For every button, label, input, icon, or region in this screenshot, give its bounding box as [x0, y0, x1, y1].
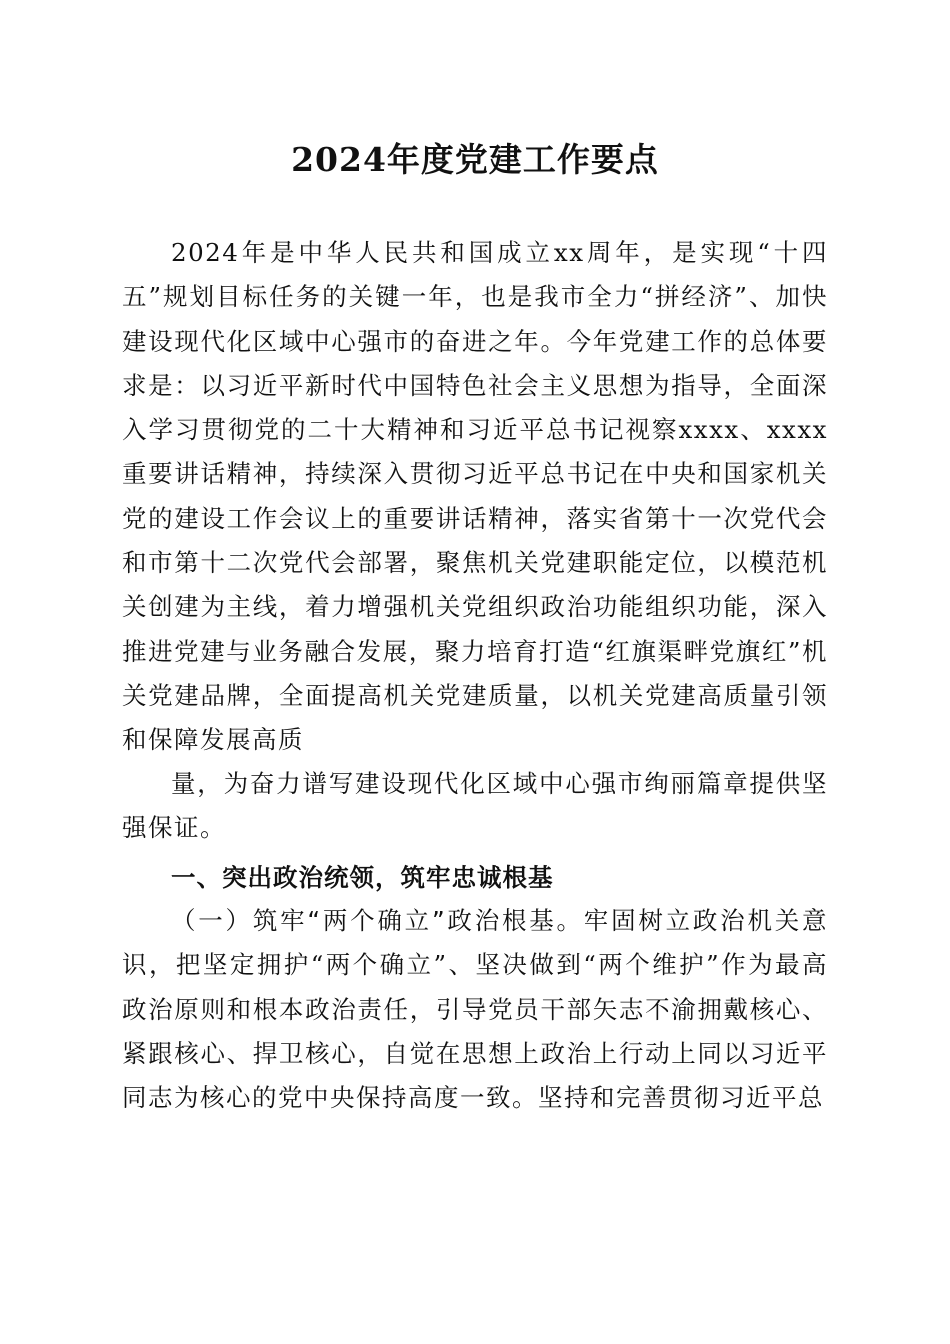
section-heading: 一、突出政治统领，筑牢忠诚根基	[171, 863, 554, 892]
intro-paragraph-continued: 量，为奋力谱写建设现代化区域中心强市绚丽篇章提供坚强保证。	[122, 769, 828, 843]
section-item-paragraph	[122, 899, 828, 1120]
section-item-lead: （一）筑牢“两个确立”政治根基。	[171, 906, 584, 935]
document-title: 2024年度党建工作要点	[291, 140, 659, 179]
section-item-body: 牢固树立政治机关意识，把坚定拥护“两个确立”、坚决做到“两个维护”作为最高政治原则和根本政治责任，引导党员干部矢志不渝拥戴核心、紧跟核心、捍卫核心，自觉在思想上政治上行动上同以习近平同志为核心的党中央保持高度一致。坚持和完善贯彻习近平总	[122, 906, 828, 1113]
intro-paragraph: 2024年是中华人民共和国成立xx周年，是实现“十四五”规划目标任务的关键一年，也是我市全力“拼经济”、加快建设现代化区域中心强市的奋进之年。今年党建工作的总体要求是：以习近平新时代中国特色社会主义思想为指导，全面深入学习贯彻党的二十大精神和习近平总书记视察xxxx、xxxx重要讲话精神，持续深入贯彻习近平总书记在中央和国家机关党的建设工作会议上的重要讲话精神，落实省第十一次党代会和市第十二次党代会部署，聚焦机关党建职能定位，以模范机关创建为主线，着力增强机关党组织政治功能组织功能，深入推进党建与业务融合发展，聚力培育打造“红旗渠畔党旗红”机关党建品牌，全面提高机关党建质量，以机关党建高质量引领和保障发展高质	[122, 238, 828, 755]
